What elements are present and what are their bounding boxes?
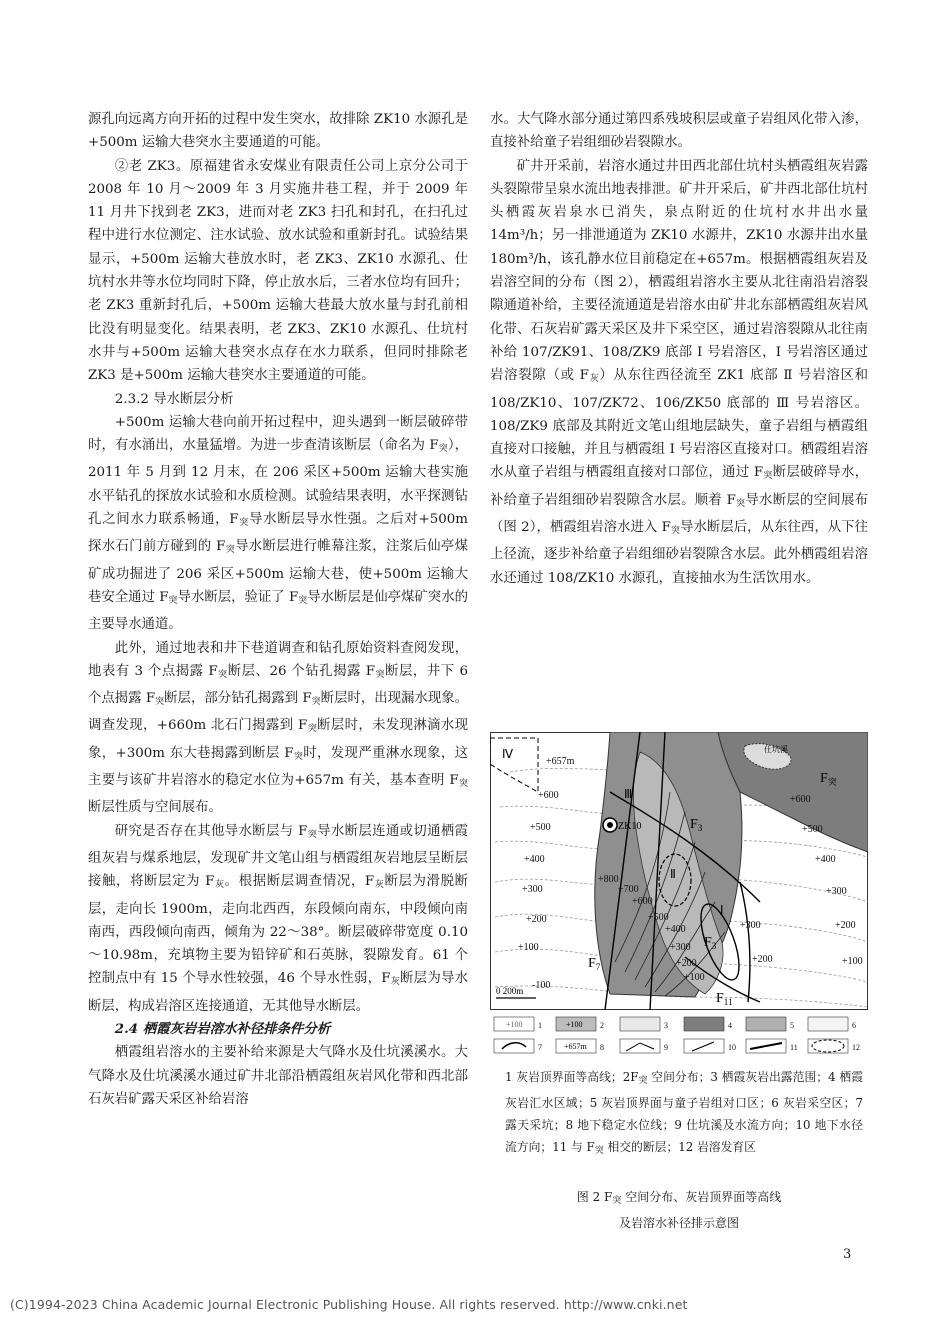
contour-label: +500 bbox=[802, 824, 823, 835]
svg-text:2: 2 bbox=[600, 1021, 604, 1030]
paragraph: +500m 运输大巷向前开拓过程中，迎头遇到一断层破碎带时，有水涌出，水量猛增。为进一步查清该断层（命名为 $F_突$），2011 年 5 月到 12 月末，在 206 采区+500m 运输大巷实施水平钻孔的探放水试验和水质检测。试验结果表明，水平探测钻孔之间水力联系畅通，$F_突$导水断层导水性强。之后对+500m 探水石门前方碰到的 $F_突$导水断层进行帷幕注浆，注浆后仙亭煤矿成功掘进了 206 采区+500m 运输大巷，使+500m 运输大巷安全通过 $F_突$导水断层，验证了 $F_突$导水断层是仙亭煤矿突水的主要导水通道。 bbox=[88, 414, 469, 633]
svg-text:10: 10 bbox=[728, 1043, 736, 1052]
karst-zone-label: Ⅱ bbox=[670, 867, 676, 881]
contour-label: +500 bbox=[648, 912, 669, 923]
contour-label: +800 bbox=[598, 874, 619, 885]
contour-label: +100 bbox=[842, 956, 863, 967]
svg-text:F3: $F_3$ bbox=[690, 817, 703, 833]
paragraph: 栖霞组岩溶水的主要补给来源是大气降水及仕坑溪溪水。大气降水及仕坑溪溪水通过矿井北部沿栖霞组灰岩风化带和西北部石灰岩矿露天采区补给岩溶 bbox=[88, 1045, 468, 1107]
karst-zone-label: Ⅲ bbox=[624, 787, 633, 801]
legend-sample: +100 bbox=[566, 1020, 583, 1029]
contour-label: +657m bbox=[546, 756, 575, 767]
contour-label: +300 bbox=[522, 884, 543, 895]
paragraph: 研究是否存在其他导水断层与 $F_突$导水断层连通或切通栖霞组灰岩与煤系地层，发现矿井文笔山组与栖霞组灰岩地层呈断层接触，将断层定为 $F_灰$。根据断层调查情况，$F_灰$断层为滑脱断层，走向长 1900m，走向北西西，东段倾向南东，中段倾向南南西，西段倾向南西，倾角为 22～38°。断层破碎带宽度 0.10～10.98m，充填物主要为铅锌矿和石英脉，裂隙发育。61 个控制点中有 15 个导水性较强，46 个导水性弱，$F_灰$断层为导水断层，构成岩溶区连接通道，无其他导水断层。 bbox=[88, 823, 469, 1014]
section-heading: 2.3.2 导水断层分析 bbox=[114, 391, 234, 407]
contour-label: +300 bbox=[740, 920, 761, 931]
svg-text:F11: $F_{11}$ bbox=[716, 991, 733, 1007]
karst-zone-label: Ⅰ bbox=[720, 903, 724, 917]
contour-label: +600 bbox=[538, 790, 559, 801]
paragraph: 矿井开采前，岩溶水通过井田西北部仕坑村头栖霞组灰岩露头裂隙带呈泉水流出地表排泄。矿井开采后，矿井西北部仕坑村头栖霞灰岩泉水已消失，泉点附近的仕坑村水井出水量 14m³/h；另一排泄通道为 ZK10 水源井，ZK10 水源井出水量 180m³/h，该孔静水位目前稳定在+657m。根据栖霞组灰岩及岩溶空间的分布（图 2），栖霞组岩溶水主要从北往南沿岩溶裂隙通道补给，主要径流通道是岩溶水由矿井北东部栖霞组灰岩风化带、石灰岩矿露天采区及井下采空区，通过岩溶裂隙从北往南补给 107/ZK91、108/ZK9 底部 Ⅰ 号岩溶区，Ⅰ 号岩溶区通过岩溶裂隙（或 $F_灰$）从东往西径流至 ZK1 底部 Ⅱ 号岩溶区和 108/ZK10、107/ZK72、106/ZK50 底部的 Ⅲ 号岩溶区。108/ZK9 底部及其附近文笔山组地层缺失，童子岩组与栖霞组直接对口接触，并且与栖霞组 Ⅰ 号岩溶区直接对口。栖霞组岩溶水从童子岩组与栖霞组直接对口部位，通过 $F_突$断层破碎导水，补给童子岩组细砂岩裂隙含水层。顺着 $F_突$导水断层的空间展布（图 2），栖霞组岩溶水进入 $F_突$导水断层后，从东往西，从下往上径流，逐步补给童子岩组细砂岩裂隙含水层。此外栖霞组岩溶水还通过 108/ZK10 水源孔，直接抽水为生活饮用水。 bbox=[490, 158, 869, 586]
contour-label: +400 bbox=[815, 854, 836, 865]
section-heading: 2.4 栖霞灰岩岩溶水补径排条件分析 bbox=[114, 1020, 331, 1037]
contour-label: -100 bbox=[532, 980, 551, 991]
paragraph: 源孔向远离方向开拓的过程中发生突水，故排除 ZK10 水源孔是+500m 运输大巷突水主要通道的可能。 bbox=[88, 112, 468, 151]
svg-text:9: 9 bbox=[664, 1043, 668, 1052]
copyright-footer: (C)1994-2023 China Academic Journal Electronic Publishing House. All rights reserved. http://www.cnki.net bbox=[10, 1297, 688, 1312]
scale-bar-label: 0 200m bbox=[496, 986, 524, 996]
paragraph: ②老 ZK3。原福建省永安煤业有限责任公司上京分公司于 2008 年 10 月～2009 年 3 月实施井巷工程，并于 2009 年 11 月井下找到老 ZK3，进而对老 ZK3 扫孔和封孔，在扫孔过程中进行水位测定、注水试验、放水试验和重新封孔。试验结果显示，+500m 运输大巷放水时，老 ZK3、ZK10 水源孔、仕坑村水井等水位均同时下降，停止放水后，三者水位均有回升；老 ZK3 重新封孔后，+500m 运输大巷最大放水量与封孔前相比没有明显变化。结果表明，老 ZK3、ZK10 水源孔、仕坑村水井与+500m 运输大巷突水点存在水力联系，但同时排除老 ZK3 是+500m 运输大巷突水主要通道的可能。 bbox=[88, 158, 468, 384]
contour-label: +700 bbox=[618, 884, 639, 895]
contour-label: +400 bbox=[665, 924, 686, 935]
page-number: 3 bbox=[843, 1247, 852, 1262]
svg-text:F3: $F_3$ bbox=[704, 935, 717, 951]
stream-label: 仕坑溪 bbox=[764, 745, 788, 754]
svg-text:F突: $F_突$ bbox=[820, 771, 837, 787]
contour-label: +500 bbox=[530, 822, 551, 833]
svg-text:7: 7 bbox=[538, 1043, 542, 1052]
svg-text:5: 5 bbox=[790, 1021, 794, 1030]
right-column bbox=[490, 108, 868, 590]
svg-text:4: 4 bbox=[728, 1021, 732, 1030]
svg-text:F7: $F_7$ bbox=[588, 956, 601, 972]
svg-text:1: 1 bbox=[538, 1021, 542, 1030]
contour-label: +600 bbox=[790, 794, 811, 805]
contour-label: +300 bbox=[670, 942, 691, 953]
contour-label: +300 bbox=[826, 886, 847, 897]
karst-zone-label: Ⅳ bbox=[502, 747, 514, 761]
legend-caption: 1 灰岩顶界面等高线；$2F_突$ 空间分布；3 栖霞灰岩出露范围；4 栖霞灰岩汇水区域；5 灰岩顶界面与童子岩组对口区；6 灰岩采空区；7 露天采坑；8 地下稳定水位线；9 仕坑溪及水流方向；10 地下水径流方向；11 与 $F_突$ 相交的断层；12 岩溶发育区 bbox=[505, 1070, 863, 1156]
figure-title: 图 2 $F_突$ 空间分布、灰岩顶界面等高线 及岩溶水补径排示意图 bbox=[576, 1190, 782, 1230]
paragraph: 此外，通过地表和井下巷道调查和钻孔原始资料查阅发现，地表有 3 个点揭露 $F_突$断层、26 个钻孔揭露 $F_突$断层，井下 6 个点揭露 $F_突$断层，部分钻孔揭露到 $F_突$断层时，出现漏水现象。调查发现，+660m 北石门揭露到 $F_突$断层时，未发现淋滴水现象，+300m 东大巷揭露到断层 $F_突$时，发现严重淋水现象，这主要与该矿井岩溶水的稳定水位为+657m 有关，基本查明 $F_突$断层性质与空间展布。 bbox=[88, 640, 469, 816]
contour-label: +200 bbox=[676, 958, 697, 969]
svg-text:11: 11 bbox=[790, 1043, 798, 1052]
contour-label: +100 bbox=[518, 942, 539, 953]
svg-text:8: 8 bbox=[600, 1043, 604, 1052]
contour-label: +200 bbox=[835, 920, 856, 931]
legend-sample: +100 bbox=[506, 1020, 523, 1029]
contour-label: +100 bbox=[684, 972, 705, 983]
figure-map bbox=[490, 732, 868, 1014]
svg-text:3: 3 bbox=[664, 1021, 668, 1030]
well-label: ZK10 bbox=[618, 821, 642, 832]
figure-legend bbox=[492, 1015, 868, 1059]
svg-text:6: 6 bbox=[852, 1021, 856, 1030]
paragraph: 水。大气降水部分通过第四系残坡积层或童子岩组风化带入渗，直接补给童子岩组细砂岩裂隙水。 bbox=[490, 112, 868, 151]
svg-text:12: 12 bbox=[852, 1043, 860, 1052]
contour-label: +400 bbox=[524, 854, 545, 865]
contour-label: +200 bbox=[526, 914, 547, 925]
geologic-map bbox=[490, 732, 868, 1010]
legend-sample: +657m bbox=[564, 1042, 587, 1051]
left-column bbox=[88, 108, 468, 1111]
contour-label: +200 bbox=[752, 954, 773, 965]
contour-label: +600 bbox=[632, 896, 653, 907]
